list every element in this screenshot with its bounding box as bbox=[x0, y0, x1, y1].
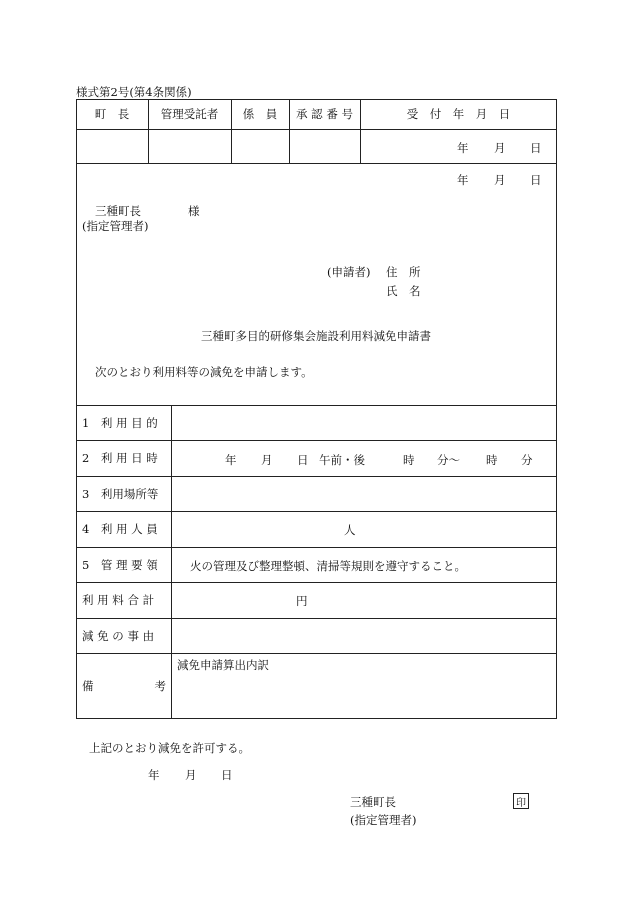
row-remarks-label-b: 考 bbox=[154, 679, 166, 693]
permit-year: 年 bbox=[148, 768, 160, 782]
header-date-day: 日 bbox=[530, 141, 542, 155]
row-reason-label: 減 免 の 事 由 bbox=[82, 628, 155, 643]
header-date-year: 年 bbox=[457, 141, 469, 155]
addressee-mayor: 三種町長 bbox=[95, 204, 141, 218]
addressee-designated-manager: (指定管理者) bbox=[82, 219, 149, 233]
usage-end-hour: 時 bbox=[486, 453, 498, 467]
permit-text: 上記のとおり減免を許可する。 bbox=[89, 741, 250, 755]
usage-date-year: 年 bbox=[225, 453, 237, 467]
header-bottom-divider bbox=[76, 163, 557, 164]
usage-end-minute: 分 bbox=[521, 453, 533, 467]
addressee-honorific: 様 bbox=[188, 204, 200, 218]
applicant-name-label: 氏 名 bbox=[386, 284, 421, 298]
application-month: 月 bbox=[494, 173, 506, 187]
label-column-separator bbox=[171, 405, 172, 719]
usage-start-minute: 分～ bbox=[437, 453, 460, 467]
header-receipt-date: 受 付 年 月 日 bbox=[406, 107, 511, 121]
header-date-month: 月 bbox=[494, 141, 506, 155]
row-rules-label: 5 管 理 要 領 bbox=[82, 557, 158, 572]
header-contractor: 管理受託者 bbox=[160, 107, 219, 121]
applicant-label: (申請者) bbox=[327, 265, 371, 279]
row-datetime-label: 2 利 用 日 時 bbox=[82, 451, 158, 465]
seal-mark: 印 bbox=[513, 793, 529, 809]
application-year: 年 bbox=[457, 173, 469, 187]
people-unit: 人 bbox=[344, 523, 356, 537]
document-title: 三種町多目的研修集会施設利用料減免申請書 bbox=[201, 329, 431, 343]
row-remarks-label-a: 備 bbox=[82, 679, 94, 693]
row-place-label: 3 利用場所等 bbox=[82, 486, 159, 501]
applicant-address-label: 住 所 bbox=[386, 265, 421, 279]
header-approval-number: 承 認 番 号 bbox=[296, 107, 353, 121]
header-mayor: 町 長 bbox=[94, 107, 130, 121]
permit-month: 月 bbox=[185, 768, 197, 782]
usage-ampm: 午前・後 bbox=[319, 453, 365, 467]
usage-start-hour: 時 bbox=[403, 453, 415, 467]
permit-day: 日 bbox=[221, 768, 233, 782]
row-remarks-label bbox=[82, 653, 166, 719]
remarks-text: 減免申請算出内訳 bbox=[177, 658, 269, 672]
row-people-label: 4 利 用 人 員 bbox=[82, 522, 158, 536]
signer-designated-manager: (指定管理者) bbox=[350, 813, 417, 827]
form-number: 様式第2号(第4条関係) bbox=[76, 85, 192, 99]
signer-mayor: 三種町長 bbox=[350, 795, 396, 809]
header-staff: 係 員 bbox=[242, 107, 278, 121]
row-purpose-label: 1 利 用 目 的 bbox=[82, 415, 158, 430]
rules-text: 火の管理及び整理整頓、清掃等規則を遵守すること。 bbox=[190, 559, 466, 573]
usage-date-day: 日 bbox=[297, 453, 309, 467]
usage-date-month: 月 bbox=[261, 453, 273, 467]
intro-text: 次のとおり利用料等の減免を申請します。 bbox=[95, 365, 313, 379]
application-day: 日 bbox=[530, 173, 542, 187]
row-fee-total-label: 利 用 料 合 計 bbox=[82, 593, 155, 607]
fee-unit: 円 bbox=[296, 594, 308, 608]
